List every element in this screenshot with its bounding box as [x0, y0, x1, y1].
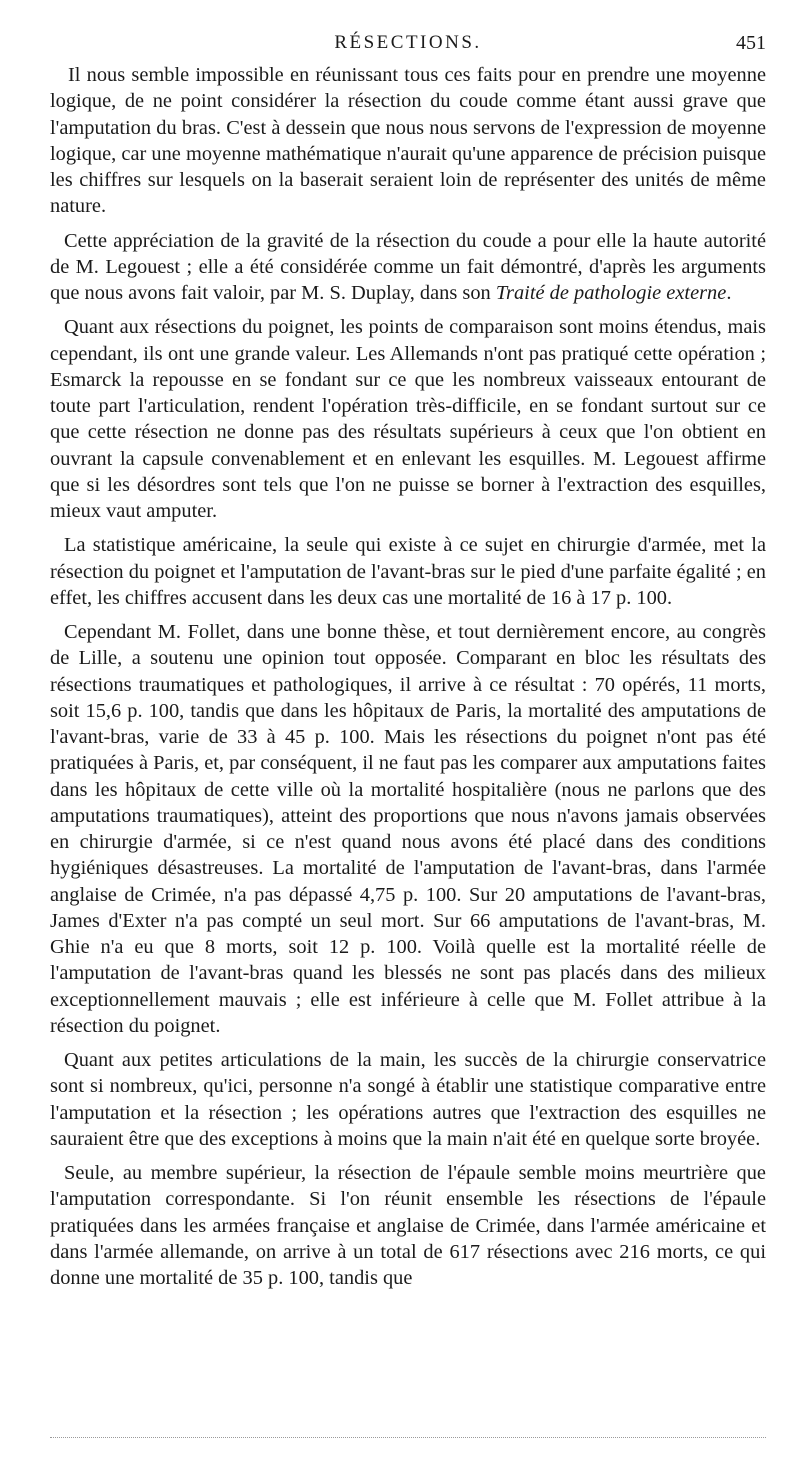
paragraph-text: Quant aux petites articulations de la main, les succès de la chirurgie conservatrice sont si nombreux, qu'ici, personne n'a songé à établir une statistique comparative entre l'amputation et la résection ; les opérations autres que l'extraction des esquilles ne sauraient être que des exceptions à moins que la main n'ait été en quelque sorte broyée.	[50, 1049, 766, 1150]
paragraph-4	[50, 532, 766, 611]
paragraph-text: Cette appréciation de la gravité de la résection du coude a pour elle la haute autorité de M. Legouest ; elle a été considérée comme un fait démontré, d'après les arguments que nous avons fait valoir, par M. S. Duplay, dans son	[50, 229, 766, 304]
paragraph-3	[50, 314, 766, 524]
paragraph-text: Il nous semble impossible en réunissant tous ces faits pour en prendre une moyenne logique, de ne point considérer la résection du coude comme étant aussi grave que l'amputation du bras. C'est à dessein que nous nous servons de l'expression de moyenne logique, car une moyenne mathématique n'aurait qu'une apparence de précision puisque les chiffres sur lesquels on la baserait seraient loin de représenter des unités de même nature.	[50, 64, 766, 218]
running-head	[50, 32, 766, 58]
paragraph-5	[50, 619, 766, 1039]
paragraph-text: Quant aux résections du poignet, les points de comparaison sont moins étendus, mais cependant, ils ont une grande valeur. Les Allemands n'ont pas pratiqué cette opération ; Esmarck la repousse en se fondant sur ce que les nombreux vaisseaux entourant de toute part l'articulation, rendent l'opération très-difficile, en se fondant surtout sur ce que cette résection ne donne pas des résultats supérieurs à ceux que l'on obtient en ouvrant la capsule convenablement et en enlevant les esquilles. M. Legouest affirme que si les désordres sont tels que l'on ne puisse se borner à l'extraction des esquilles, mieux vaut amputer.	[50, 316, 766, 522]
paragraph-text: La statistique américaine, la seule qui existe à ce sujet en chirurgie d'armée, met la résection du poignet et l'amputation de l'avant-bras sur le pied d'une parfaite égalité ; en effet, les chiffres accusent dans les deux cas une mortalité de 16 à 17 p. 100.	[50, 534, 766, 609]
running-head-title: RÉSECTIONS.	[334, 32, 482, 53]
paragraph-1	[50, 62, 766, 220]
footer-rule	[50, 1437, 766, 1438]
page-number: 451	[736, 32, 766, 54]
paragraph-2	[50, 228, 766, 307]
paragraph-text: Cependant M. Follet, dans une bonne thèse, et tout dernièrement encore, au congrès de Lille, a soutenu une opinion tout opposée. Comparant en bloc les résultats des résections traumatiques et pathologiques, il arrive à ce résultat : 70 opérés, 11 morts, soit 15,6 p. 100, tandis que dans les hôpitaux de Paris, la mortalité des amputations de l'avant-bras, varie de 33 à 45 p. 100. Mais les résections du poignet n'ont pas été pratiquées à Paris, et, par conséquent, il ne faut pas les comparer aux amputations faites dans les hôpitaux de cette ville où la mortalité hospitalière (nous ne parlons que des amputations traumatiques), atteint des proportions que nous n'avons jamais observées en chirurgie d'armée, si ce n'est quand nous avons été placé dans des conditions hygiéniques désastreuses. La mortalité de l'amputation de l'avant-bras, dans l'armée anglaise de Crimée, n'a pas dépassé 4,75 p. 100. Sur 20 amputations de l'avant-bras, James d'Exter n'a pas compté un seul mort. Sur 66 amputations de l'avant-bras, M. Ghie n'a eu que 8 morts, soit 12 p. 100. Voilà quelle est la mortalité réelle de l'amputation de l'avant-bras quand les blessés ne sont pas placés dans des milieux exceptionnellement mauvais ; elle est inférieure à celle que M. Follet attribue à la résection du poignet.	[50, 621, 766, 1037]
paragraph-text: .	[726, 282, 732, 304]
paragraph-6	[50, 1047, 766, 1152]
paragraph-7	[50, 1160, 766, 1291]
body-text	[50, 62, 766, 1299]
paragraph-text: Seule, au membre supérieur, la résection de l'épaule semble moins meurtrière que l'amputation correspondante. Si l'on réunit ensemble les résections de l'épaule pratiquées dans les armées française et anglaise de Crimée, dans l'armée américaine et dans l'armée allemande, on arrive à un total de 617 résections avec 216 morts, ce qui donne une mortalité de 35 p. 100, tandis que	[50, 1162, 766, 1289]
book-title-reference: Traité de pathologie externe	[495, 282, 727, 304]
